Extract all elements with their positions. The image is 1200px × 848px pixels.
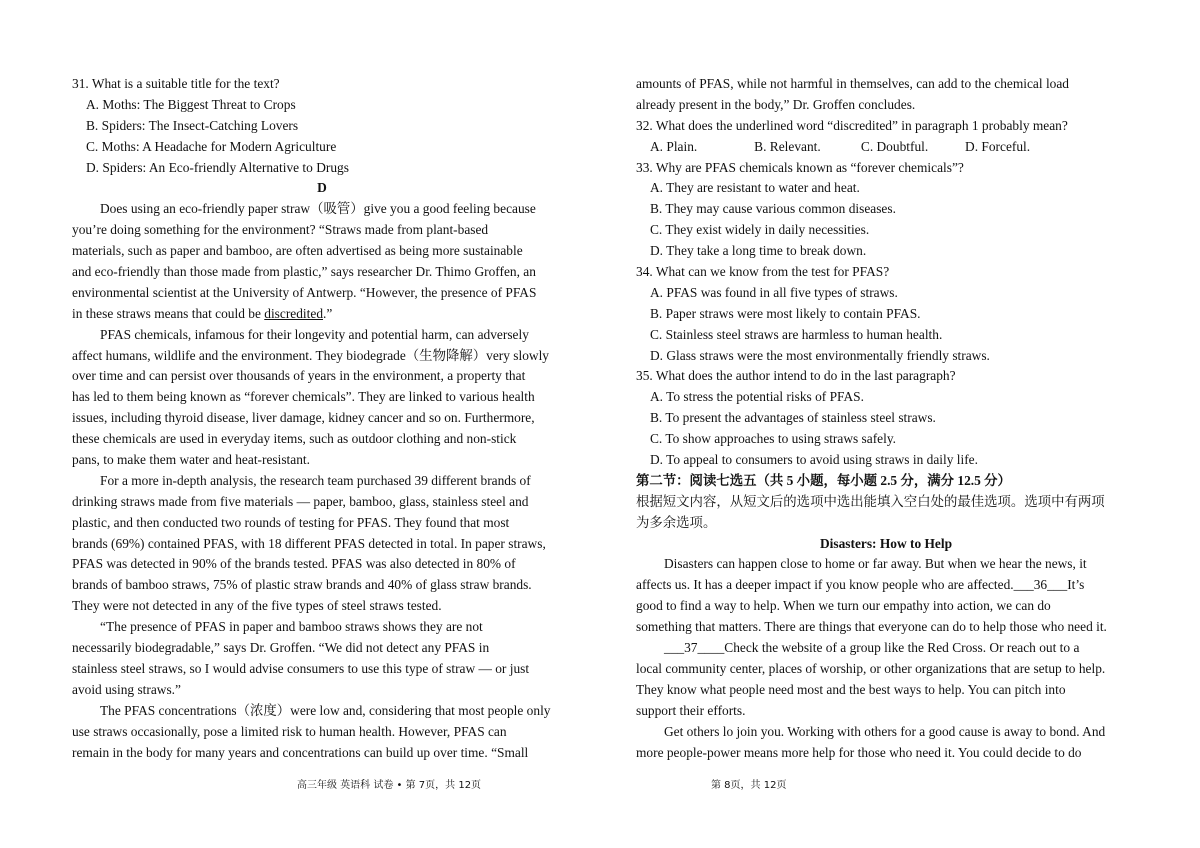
left-text-line <box>72 534 572 555</box>
left-text-line <box>72 304 572 325</box>
line-text: For a more in-depth analysis, the research team purchased 39 different brands of <box>100 472 531 488</box>
line-text: these chemicals are used in everyday items, such as outdoor clothing and non-stick <box>72 431 517 447</box>
left-text-line <box>72 408 572 429</box>
line-text: pans, to make them water and heat-resistant. <box>72 452 310 468</box>
right-text-line <box>636 304 1136 325</box>
right-text-line <box>636 199 1136 220</box>
line-text: A. They are resistant to water and heat. <box>650 180 860 196</box>
line-text: PFAS was detected in 90% of the brands tested. PFAS was also detected in 80% of <box>72 556 516 572</box>
line-text: issues, including thyroid disease, liver damage, kidney cancer and so on. Furthermore, <box>72 410 535 426</box>
right-text-line <box>636 137 1136 158</box>
line-text: 为多余选项。 <box>636 514 717 530</box>
line-text: A. Moths: The Biggest Threat to Crops <box>86 96 296 112</box>
left-text-line <box>72 471 572 492</box>
left-text-line <box>72 617 572 638</box>
left-text-line <box>72 116 572 137</box>
line-text: over time and can persist over thousands of years in the environment, a property that <box>72 368 526 384</box>
line-text: Disasters: How to Help <box>819 535 953 551</box>
line-text-tail: .” <box>323 305 333 321</box>
line-text: B. Spiders: The Insect-Catching Lovers <box>86 117 299 133</box>
line-text: “The presence of PFAS in paper and bamboo straws shows they are not <box>100 619 483 635</box>
left-text-line <box>72 575 572 596</box>
line-text: 34. What can we know from the test for PFAS? <box>636 264 890 280</box>
right-text-line <box>636 680 1136 701</box>
left-text-line <box>72 722 572 743</box>
right-text-line <box>636 471 1136 492</box>
right-text-line <box>636 366 1136 387</box>
line-text: A. PFAS was found in all five types of straws. <box>650 284 898 300</box>
line-text: 35. What does the author intend to do in the last paragraph? <box>636 368 956 384</box>
left-text-line <box>72 429 572 450</box>
right-text-line <box>636 596 1136 617</box>
left-text-line <box>72 178 572 199</box>
right-text-line <box>636 241 1136 262</box>
line-text: B. To present the advantages of stainless steel straws. <box>650 410 936 426</box>
left-text-line <box>72 450 572 471</box>
line-text: Does using an eco-friendly paper straw（吸管）give you a good feeling because <box>100 201 536 217</box>
line-text: B. Paper straws were most likely to contain PFAS. <box>650 305 921 321</box>
line-text: and eco-friendly than those made from plastic,” says researcher Dr. Thimo Groffen, an <box>72 264 536 280</box>
right-text-line <box>636 722 1136 743</box>
line-text: drinking straws made from five materials — paper, bamboo, glass, stainless steel and <box>72 493 529 509</box>
line-text: affects us. It has a deeper impact if you know people who are affected.___36___It’s <box>636 577 1085 593</box>
line-text: Disasters can happen close to home or far away. But when we hear the news, it <box>664 556 1087 572</box>
left-text-line <box>72 283 572 304</box>
line-text: local community center, places of worship, or other organizations that are setup to help. <box>636 660 1106 676</box>
left-text-line <box>72 554 572 575</box>
right-text-line <box>636 178 1136 199</box>
line-text: affect humans, wildlife and the environment. They biodegrade（生物降解）very slowly <box>72 347 549 363</box>
line-text: They know what people need most and the best ways to help. You can pitch into <box>636 681 1066 697</box>
line-text: materials, such as paper and bamboo, are often advertised as being more sustainable <box>72 243 523 259</box>
line-text: C. To show approaches to using straws safely. <box>650 431 897 447</box>
left-text-line <box>72 346 572 367</box>
right-text-line <box>636 429 1136 450</box>
line-text: amounts of PFAS, while not harmful in themselves, can add to the chemical load <box>636 76 1069 91</box>
right-text-line <box>636 346 1136 367</box>
right-text-line <box>636 554 1136 575</box>
line-text: 31. What is a suitable title for the text? <box>72 76 280 91</box>
left-text-line <box>72 325 572 346</box>
left-text-line <box>72 366 572 387</box>
right-text-line <box>636 701 1136 722</box>
right-column <box>636 74 1136 763</box>
line-text: more people-power means more help for those who need it. You could decide to do <box>636 744 1082 760</box>
underlined-word: discredited <box>264 305 324 321</box>
line-text: D. They take a long time to break down. <box>650 243 867 259</box>
left-text-line <box>72 74 572 95</box>
right-text-line <box>636 387 1136 408</box>
right-text-line <box>636 116 1136 137</box>
line-text: C. Moths: A Headache for Modern Agriculture <box>86 138 337 154</box>
right-text-line <box>636 534 1136 555</box>
left-text-line <box>72 659 572 680</box>
right-text-line <box>636 158 1136 179</box>
line-text: stainless steel straws, so I would advise consumers to use this type of straw — or just <box>72 660 530 676</box>
right-text-line <box>636 220 1136 241</box>
left-text-line <box>72 158 572 179</box>
line-text: A. Plain. B. Relevant. C. Doubtful. D. Forceful. <box>650 138 1031 154</box>
left-text-line <box>72 638 572 659</box>
line-text: 32. What does the underlined word “discredited” in paragraph 1 probably mean? <box>636 117 1068 133</box>
line-text: The PFAS concentrations（浓度）were low and, considering that most people only <box>100 702 551 718</box>
line-text: necessarily biodegradable,” says Dr. Groffen. “We did not detect any PFAS in <box>72 640 490 656</box>
right-text-line <box>636 74 1136 95</box>
right-text-line <box>636 492 1136 513</box>
right-text-line <box>636 659 1136 680</box>
left-text-line <box>72 680 572 701</box>
line-text: good to find a way to help. When we turn our empathy into action, we can do <box>636 598 1051 614</box>
line-text: B. They may cause various common diseases. <box>650 201 896 217</box>
line-text: 根据短文内容，从短文后的选项中选出能填入空白处的最佳选项。选项中有两项 <box>636 493 1105 509</box>
line-text: avoid using straws.” <box>72 681 181 697</box>
left-text-line <box>72 262 572 283</box>
line-text: remain in the body for many years and concentrations can build up over time. “Small <box>72 744 529 760</box>
right-text-line <box>636 513 1136 534</box>
line-text: support their efforts. <box>636 702 746 718</box>
page-footer-right: 第 8页，共 12页 <box>711 780 787 791</box>
left-text-line <box>72 387 572 408</box>
right-text-line <box>636 575 1136 596</box>
line-text: brands (69%) contained PFAS, with 18 different PFAS detected in total. In paper straws, <box>72 535 546 551</box>
left-text-line <box>72 199 572 220</box>
right-text-line <box>636 450 1136 471</box>
left-text-line <box>72 743 572 764</box>
right-text-line <box>636 638 1136 659</box>
line-text: PFAS chemicals, infamous for their longevity and potential harm, can adversely <box>100 326 529 342</box>
left-text-line <box>72 701 572 722</box>
left-text-line <box>72 220 572 241</box>
line-text: brands of bamboo straws, 75% of plastic straw brands and 40% of glass straw brands. <box>72 577 532 593</box>
right-text-line <box>636 283 1136 304</box>
left-text-line <box>72 95 572 116</box>
line-text: something that matters. There are things that everyone can do to help those who need it. <box>636 619 1107 635</box>
left-text-line <box>72 241 572 262</box>
left-text-line <box>72 596 572 617</box>
right-text-line <box>636 325 1136 346</box>
line-text: D. To appeal to consumers to avoid using straws in daily life. <box>650 452 978 468</box>
right-text-line <box>636 743 1136 764</box>
line-text: plastic, and then conducted two rounds of testing for PFAS. They found that most <box>72 514 510 530</box>
line-text: you’re doing something for the environment? “Straws made from plant-based <box>72 222 489 238</box>
line-text: 33. Why are PFAS chemicals known as “forever chemicals”? <box>636 159 964 175</box>
line-text: A. To stress the potential risks of PFAS. <box>650 389 864 405</box>
line-text: already present in the body,” Dr. Groffen concludes. <box>636 96 916 112</box>
line-text: D. Glass straws were the most environmentally friendly straws. <box>650 347 990 363</box>
line-text: D. Spiders: An Eco-friendly Alternative to Drugs <box>86 159 349 175</box>
right-text-line <box>636 617 1136 638</box>
line-text: has led to them being known as “forever chemicals”. They are linked to various health <box>72 389 535 405</box>
line-text: D <box>317 180 327 196</box>
line-text: use straws occasionally, pose a limited risk to human health. However, PFAS can <box>72 723 507 739</box>
left-text-line <box>72 513 572 534</box>
right-text-line <box>636 408 1136 429</box>
line-text: They were not detected in any of the five types of steel straws tested. <box>72 598 442 614</box>
line-text: Get others lo join you. Working with others for a good cause is away to bond. And <box>664 723 1106 739</box>
line-text: in these straws means that could be <box>72 305 265 321</box>
left-column <box>72 74 572 763</box>
page-footer-left: 高三年级 英语科 试卷 • 第 7页，共 12页 <box>297 780 482 791</box>
line-text: ___37____Check the website of a group like the Red Cross. Or reach out to a <box>664 640 1080 656</box>
left-text-line <box>72 492 572 513</box>
left-text-line <box>72 137 572 158</box>
right-text-line <box>636 95 1136 116</box>
right-text-line <box>636 262 1136 283</box>
line-text: C. They exist widely in daily necessities. <box>650 222 870 238</box>
line-text: C. Stainless steel straws are harmless to human health. <box>650 326 943 342</box>
line-text: 第二节：阅读七选五（共 5 小题，每小题 2.5 分，满分 12.5 分） <box>636 472 1011 488</box>
line-text: environmental scientist at the University of Antwerp. “However, the presence of PFAS <box>72 284 537 300</box>
